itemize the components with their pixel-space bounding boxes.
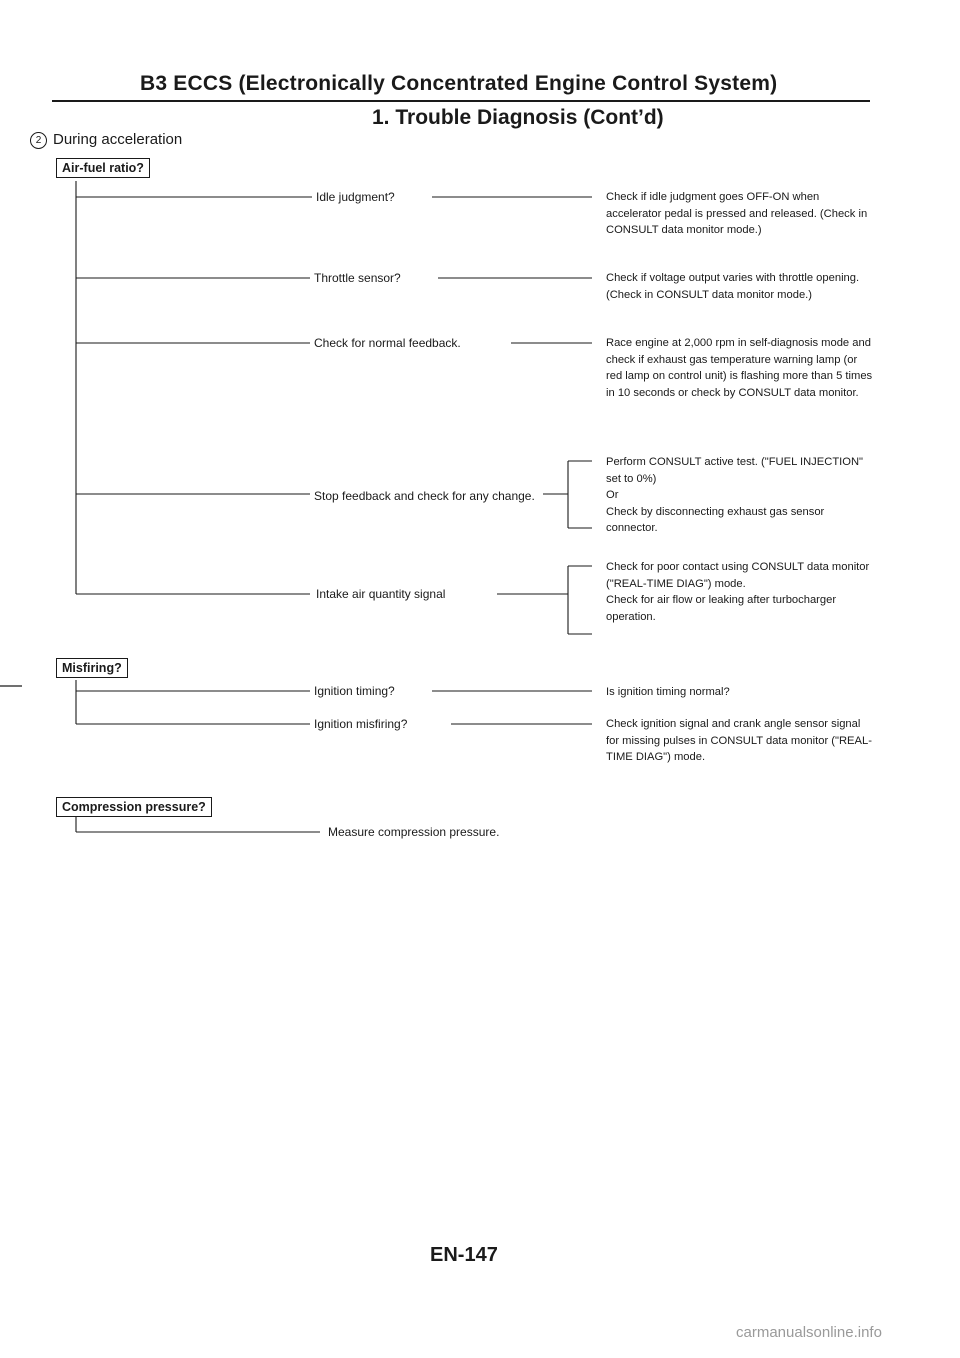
system-title: B3 ECCS (Electronically Concentrated Engine Control System) — [140, 72, 778, 95]
action-ignition-misfiring: Check ignition signal and crank angle sensor signal for missing pulses in CONSULT data monitor ("REAL-TIME DIAG") mode. — [606, 718, 872, 764]
check-normal-feedback: Check for normal feedback. — [314, 336, 461, 350]
subsection-label: During acceleration — [53, 131, 183, 148]
check-stop-feedback: Stop feedback and check for any change. — [314, 489, 535, 503]
action-intake-air — [606, 559, 876, 625]
action-throttle-sensor: Check if voltage output varies with throttle opening. (Check in CONSULT data monitor mode.) — [606, 272, 860, 301]
air-fuel-ratio-box: Air-fuel ratio? — [56, 158, 150, 178]
check-ignition-timing: Ignition timing? — [314, 684, 395, 698]
action-stop-feedback — [606, 454, 876, 537]
action-ignition-timing: Is ignition timing normal? — [606, 686, 730, 698]
check-ignition-misfiring: Ignition misfiring? — [314, 717, 408, 731]
page-number: EN-147 — [430, 1244, 498, 1266]
action-idle-judgment: Check if idle judgment goes OFF-ON when accelerator pedal is pressed and released. (Check in CONSULT data monitor mode.) — [606, 191, 868, 237]
action-stop-feedback-1: Perform CONSULT active test. ("FUEL INJECTION" set to 0%) — [606, 456, 864, 485]
section-title: 1. Trouble Diagnosis (Cont’d) — [372, 106, 664, 129]
action-intake-air-1: Check for poor contact using CONSULT data monitor ("REAL-TIME DIAG") mode. — [606, 561, 870, 590]
action-stop-feedback-2: Check by disconnecting exhaust gas sensor connector. — [606, 505, 825, 535]
misfiring-box: Misfiring? — [56, 658, 128, 678]
check-compression: Measure compression pressure. — [328, 825, 500, 839]
compression-pressure-box: Compression pressure? — [56, 797, 212, 817]
check-idle-judgment: Idle judgment? — [316, 190, 395, 204]
watermark: carmanualsonline.info — [736, 1324, 882, 1341]
action-stop-feedback-or: Or — [606, 489, 619, 502]
action-intake-air-2: Check for air flow or leaking after turbocharger operation. — [606, 594, 837, 623]
circled-number: 2 — [30, 132, 47, 149]
check-throttle-sensor: Throttle sensor? — [314, 271, 401, 285]
action-normal-feedback: Race engine at 2,000 rpm in self-diagnosis mode and check if exhaust gas temperature warning lamp (or red lamp on control unit) is flashing more than 5 times in 10 seconds or check by CONSULT data monitor. — [606, 337, 873, 399]
check-intake-air: Intake air quantity signal — [316, 587, 446, 601]
